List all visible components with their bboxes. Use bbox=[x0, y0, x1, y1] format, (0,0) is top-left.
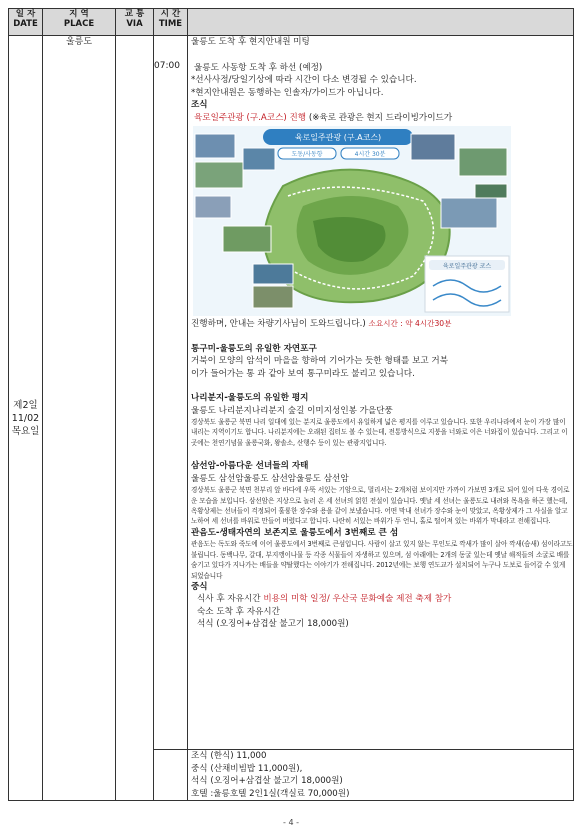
day-date-cell: 제2일 11/02 목요일 bbox=[9, 36, 43, 801]
tour-map-illustration bbox=[193, 126, 511, 316]
meals-cell: 조식 (한식) 11,000 중식 (산채비빔밥 11,000원), 석식 (오징어+삼겹살 불고기 18,000원) 호텔 :울릉호텔 2인1실(객실료 70,000원) bbox=[188, 750, 574, 801]
svg-text:육로일주관광 (구.A코스): 육로일주관광 (구.A코스) bbox=[294, 133, 382, 142]
day-description-cell: 울릉도 도착 후 현지안내원 미팅 울릉도 사동항 도착 후 하선 (예정) *선사사정/당일기상에 따라 시간이 다소 변경될 수 있습니다. *현지안내원은 동행하는 인솔자/가이드가 아닙니다. 조식 육로일주관광 (구.A코스) 진행 (※육로 관광은 현지 드라이빙가이드가 육로일주관광 (구.A코스) 도동/사동항 4시간 30분 육로일주관광 코스 진행하며, 안내는 차량기사님이 도와드립니다.) 소요시간 : 약 4시간30분 통구미-울릉도의 유일한 자연포구 거북이 모양의 암석이 마을을 향하여 기어가는 듯한 형태를 보고 거북 이가 들어가는 통 과 같아 보여 통구미라도 불리고 있습니다. 나리분지-울릉도의 유일한 평지 울릉도 나리분지나리분지 숲길 이미지성인봉 가을단풍 경상북도 울릉군 북면 나리 일대에 있는 분지로 울릉도에서 유일하게 넓은 평지를 이루고 있습니다. 또한 우리나라에서 눈이 가장 많이 내리는 지역이기도 합니다. 나리분지에는 오래된 집터도 볼 수 있는데, 전통방식으로 지붕을 너와로 이은 너와집이 있습니다. 그리고 이곳에는 천연기념물 울릉국화, 왕솔소, 산행수 등이 있는 관광지입니다. 삼선암-아름다운 선녀들의 자태 울릉도 삼선암울릉도 삼선암울릉도 삼선암 경상북도 울릉군 북면 천부리 앞 바다에 우뚝 서있는 기암으로, 멀리서는 2개처럼 보이지만 가까이 가보면 3개로 되어 있어 다욱 경이로운 모습을 보입니다. 삼선암은 지상으로 놀러 온 세 선녀의 얽힌 전설이 있습니다. 옛날 세 선녀는 울릉도로 내려와 목욕을 하곤 했는데, 옥황상제는 선녀들이 걱정되어 훌륭한 장수와 용을 같이 보냈습니다. 어떤 막내 선녀가 장수와 눈이 맞았고, 옥황상제가 그 사실을 알고 노하여 세 선녀를 바위로 만들어 버렸다고 합니다. 나란히 서있는 바위가 두 언니, 홀로 떨어져 있는 바위가 막내라고 전해집니다. 관음도-생태자연의 보존지로 울릉도에서 3번째로 큰 섬 관음도는 독도와 죽도에 이어 울릉도에서 3번째로 큰섬입니다. 사람이 살고 있지 않는 무인도로 깍새가 많이 살아 깍새(슴새) 섬이라고도 불립니다. 동백나무, 갈대, 부지깽이나물 등 각종 식물들이 자생하고 있으며, 섬 아래에는 2개의 동굴 있는데 옛날 해적들의 소굴로 배를 숨기고 있다가 지나가는 배들을 약탈했다는 이야기가 전해집니다. 2012년에는 보행 연도교가 설치되어 누구나 도보로 들어갈 수 있게 되었습니다 중식 식사 후 자유시간 비용의 미학 일정/ 우산국 문화예술 제전 축제 참가 숙소 도착 후 자유시간 석식 (오징어+삼겹살 불고기 18,000원) bbox=[188, 36, 574, 750]
meals-time-cell bbox=[154, 750, 188, 801]
header-description bbox=[188, 9, 574, 36]
section-title: 삼선암-아름다운 선녀들의 자태 bbox=[191, 461, 309, 472]
section-title: 나리분지-울릉도의 유일한 평지 bbox=[191, 393, 309, 403]
table-row bbox=[9, 36, 574, 750]
section-title: 통구미-울릉도의 유일한 자연포구 bbox=[191, 343, 317, 354]
page-number: - 4 - bbox=[283, 818, 299, 827]
day-place-cell: 울릉도 bbox=[43, 36, 116, 801]
map-inset bbox=[425, 256, 509, 312]
svg-text:4시간 30분: 4시간 30분 bbox=[354, 151, 386, 158]
header-date: 일 자 DATE bbox=[9, 9, 43, 36]
header-time: 시 간 TIME bbox=[154, 9, 188, 36]
svg-text:육로일주관광 코스: 육로일주관광 코스 bbox=[442, 263, 492, 270]
tour-map-image bbox=[193, 126, 511, 316]
section-title: 관음도-생태자연의 보존지로 울릉도에서 3번째로 큰 섬 bbox=[191, 527, 399, 538]
day-via-cell bbox=[116, 36, 154, 801]
header-via: 교 통 VIA bbox=[116, 9, 154, 36]
itinerary-table bbox=[8, 8, 574, 801]
table-header-row bbox=[9, 9, 574, 36]
header-place: 지 역 PLACE bbox=[43, 9, 116, 36]
svg-text:도동/사동항: 도동/사동항 bbox=[291, 151, 323, 158]
day-time-cell: 07:00 bbox=[154, 36, 188, 750]
